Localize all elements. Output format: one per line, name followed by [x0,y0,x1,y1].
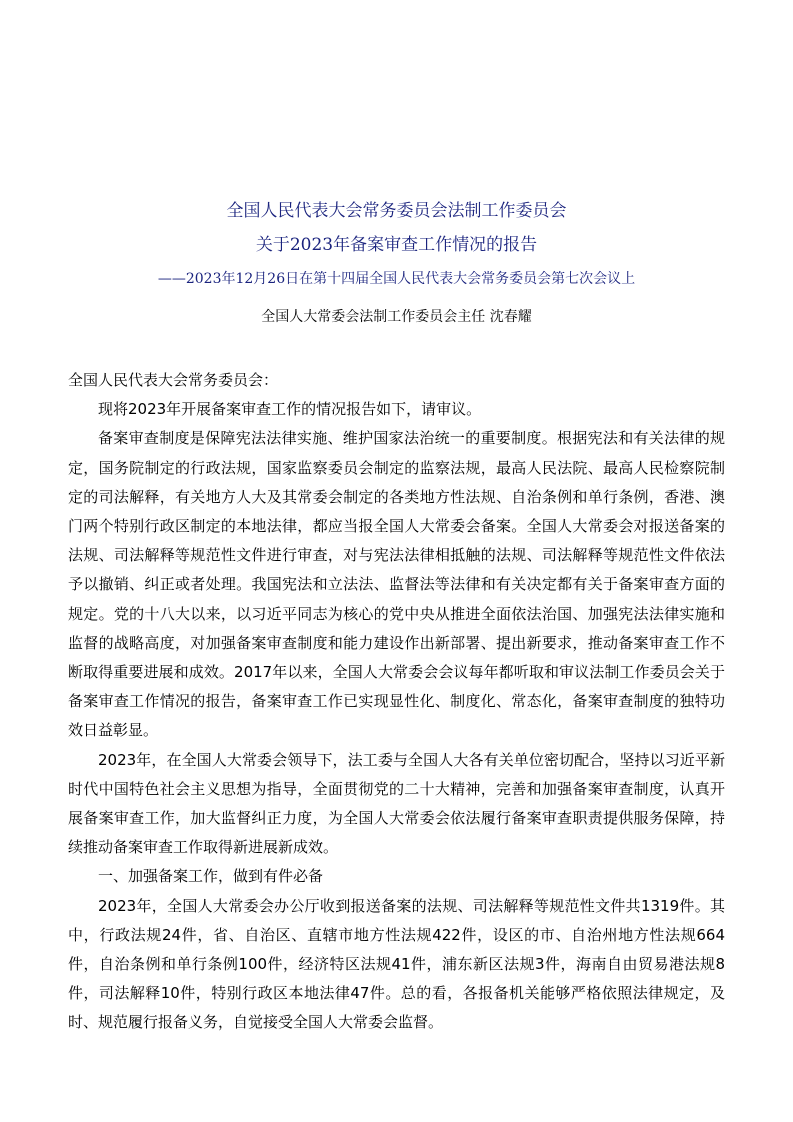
salutation: 全国人民代表大会常务委员会： [68,371,279,389]
paragraph-filing-stats: 2023年，全国人大常委会办公厅收到报送备案的法规、司法解释等规范性文件共1319件。其中，行政法规24件，省、自治区、直辖市地方性法规422件，设区的市、自治州地方性法规664件，自治条例和单行条例100件，经济特区法规41件，浦东新区法规3件，海南自由贸易港法规8件，司法解释10件，特别行政区本地法律47件。总的看，各报备机关能够严格依照法律规定，及时、规范履行报备义务，自觉接受全国人大常委会监督。 [68,896,725,1032]
report-title-line1: 全国人民代表大会常务委员会法制工作委员会 [226,201,567,221]
paragraph-background: 备案审查制度是保障宪法法律实施、维护国家法治统一的重要制度。根据宪法和有关法律的规定，国务院制定的行政法规，国家监察委员会制定的监察法规，最高人民法院、最高人民检察院制定的司法解释，有关地方人大及其常委会制定的各类地方性法规、自治条例和单行条例，香港、澳门两个特别行政区制定的本地法律，都应当报全国人大常委会备案。全国人大常委会对报送备案的法规、司法解释等规范性文件进行审查，对与宪法法律相抵触的法规、司法解释等规范性文件依法予以撤销、纠正或者处理。我国宪法和立法法、监督法等法律和有关决定都有关于备案审查方面的规定。党的十八大以来，以习近平同志为核心的党中央从推进全面依法治国、加强宪法法律实施和监督的战略高度，对加强备案审查制度和能力建设作出新部署、提出新要求，推动备案审查工作不断取得重要进展和成效。2017年以来，全国人大常委会会议每年都听取和审议法制工作委员会关于备案审查工作情况的报告，备案审查工作已实现显性化、制度化、常态化，备案审查制度的独特功效日益彰显。 [68,429,725,740]
report-subtitle: ——2023年12月26日在第十四届全国人民代表大会常务委员会第七次会议上 [157,271,636,287]
report-title-line2: 关于2023年备案审查工作情况的报告 [255,235,538,255]
report-body [68,366,725,1038]
report-author: 全国人大常委会法制工作委员会主任 沈春耀 [261,309,532,325]
section-heading-1: 一、加强备案工作，做到有件必备 [98,867,324,886]
paragraph-overview-2023: 2023年，在全国人大常委会领导下，法工委与全国人大各有关单位密切配合，坚持以习近平新时代中国特色社会主义思想为指导，全面贯彻党的二十大精神，完善和加强备案审查制度，认真开展备案审查工作，加大监督纠正力度，为全国人大常委会依法履行备案审查职责提供服务保障，持续推动备案审查工作取得新进展新成效。 [68,750,725,857]
paragraph-intro: 现将2023年开展备案审查工作的情况报告如下，请审议。 [98,400,482,419]
